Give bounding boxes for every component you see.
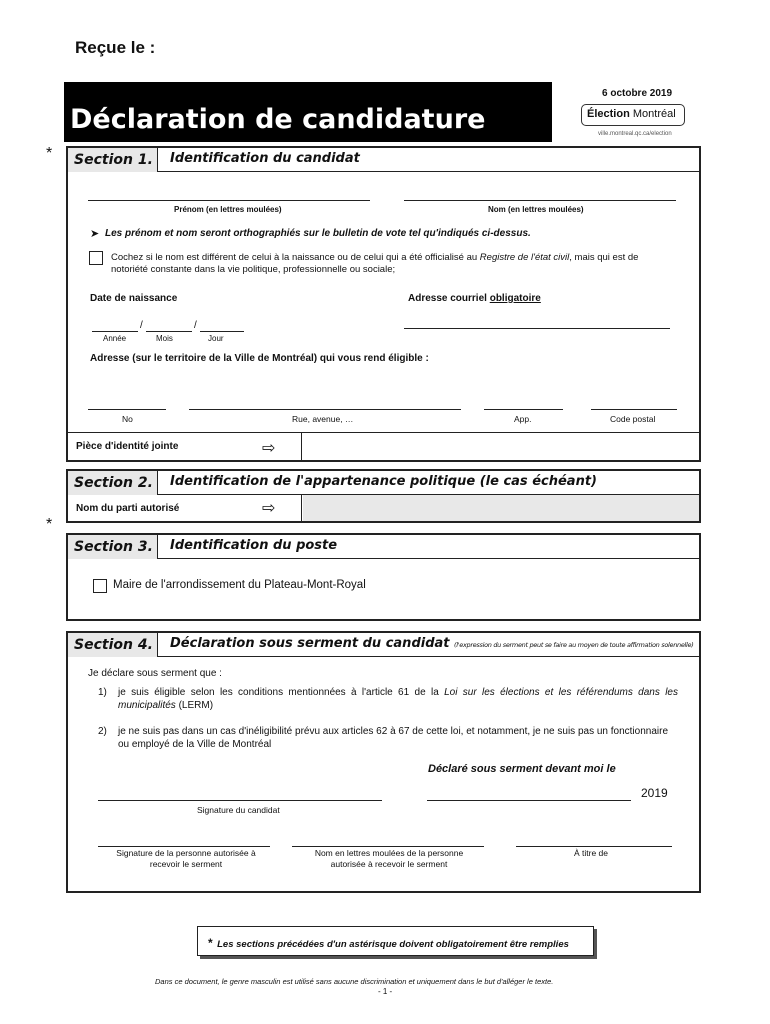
mandatory-notice-text: Les sections précédées d'un astérisque doivent obligatoirement être remplies <box>217 939 569 950</box>
year-label: Année <box>103 334 127 343</box>
authorized-name-label: Nom en lettres moulées de la personne autorisée à recevoir le serment <box>314 848 464 869</box>
logo-url: ville.montreal.qc.ca/election <box>598 131 672 137</box>
date-slash-1: / <box>140 320 143 331</box>
name-note: Les prénom et nom seront orthographiés sur le bulletin de vote tel qu'indiqués ci-dessus. <box>105 228 531 239</box>
oath-item-1-italic: Loi sur les élections et les référendums dans les municipalités <box>118 687 678 711</box>
mandatory-asterisk-3: * <box>46 516 53 533</box>
different-name-text-italic: Registre de l'état civil <box>479 252 570 263</box>
oath-item-1-num: 1) <box>98 687 107 698</box>
logo-bold: Élection <box>587 108 630 120</box>
section-4-title-text: Déclaration sous serment du candidat <box>170 636 450 651</box>
page-title: Déclaration de candidature <box>70 104 486 135</box>
section-1-tab: Section 1. <box>68 148 158 172</box>
title-banner <box>64 82 552 142</box>
oath-item-1-b: (LERM) <box>175 699 214 711</box>
nom-field[interactable] <box>404 200 676 201</box>
birth-day-field[interactable] <box>200 331 244 332</box>
postal-label: Code postal <box>610 414 656 424</box>
different-name-text-2: , mais qui est de notoriété constante dans la vie politique, professionnelle ou sociale; <box>111 252 639 275</box>
different-name-text-1: Cochez si le nom est différent de celui à la naissance ou de celui qui a été officialisé au <box>111 252 480 263</box>
prenom-label: Prénom (en lettres moulées) <box>174 205 282 214</box>
section-2-title: Identification de l'appartenance politique (le cas échéant) <box>170 474 597 489</box>
candidate-signature-label: Signature du candidat <box>197 805 280 815</box>
mayor-option-checkbox[interactable] <box>93 579 107 593</box>
mayor-option-label: Maire de l'arrondissement du Plateau-Mont-Royal <box>113 579 366 591</box>
oath-intro: Je déclare sous serment que : <box>88 668 222 679</box>
address-no-field[interactable] <box>88 409 166 410</box>
title-field[interactable] <box>516 846 672 847</box>
section-4-header <box>68 633 699 657</box>
postal-code-field[interactable] <box>591 409 677 410</box>
app-label: App. <box>514 414 532 424</box>
oath-item-2-num: 2) <box>98 726 107 737</box>
authorized-name-field[interactable] <box>292 846 484 847</box>
pointer-arrow-icon: ➤ <box>90 228 100 240</box>
party-field[interactable] <box>303 495 699 521</box>
party-label: Nom du parti autorisé <box>76 503 180 514</box>
oath-item-1 <box>118 687 678 712</box>
section-3 <box>66 533 701 621</box>
id-divider <box>301 432 302 460</box>
date-slash-2: / <box>194 320 197 331</box>
email-field[interactable] <box>404 328 670 329</box>
section-3-header <box>68 535 699 559</box>
id-field[interactable] <box>303 434 699 460</box>
page-number: - 1 - <box>378 987 393 996</box>
election-logo <box>581 104 685 126</box>
candidate-signature-field[interactable] <box>98 800 382 801</box>
oath-item-1-a: je suis éligible selon les conditions mentionnées à l'article 61 de la <box>118 687 445 698</box>
birth-month-field[interactable] <box>146 331 192 332</box>
address-app-field[interactable] <box>484 409 563 410</box>
prenom-field[interactable] <box>88 200 370 201</box>
section-1-header <box>68 148 699 172</box>
birth-year-field[interactable] <box>92 331 138 332</box>
email-label-text: Adresse courriel <box>408 293 487 304</box>
different-name-checkbox[interactable] <box>89 251 103 265</box>
section-3-title: Identification du poste <box>170 538 338 553</box>
section-2-header <box>68 471 699 495</box>
section-4-title <box>170 636 694 651</box>
section-3-tab: Section 3. <box>68 535 158 559</box>
sworn-before: Déclaré sous serment devant moi le <box>428 763 616 775</box>
authorized-signature-label: Signature de la personne autorisée à recevoir le serment <box>116 848 256 869</box>
different-name-text <box>111 252 671 276</box>
form-date: 6 octobre 2019 <box>602 88 673 99</box>
party-arrow-icon: ⇨ <box>262 500 276 517</box>
address-label: Adresse (sur le territoire de la Ville de Montréal) qui vous rend éligible : <box>90 353 429 364</box>
no-label: No <box>122 414 133 424</box>
as-title-label: À titre de <box>574 848 609 858</box>
email-required: obligatoire <box>489 293 541 304</box>
id-label: Pièce d'identité jointe <box>76 441 179 452</box>
birth-date-label: Date de naissance <box>90 293 178 304</box>
received-label: Reçue le : <box>75 38 156 57</box>
street-label: Rue, avenue, … <box>292 414 354 424</box>
address-street-field[interactable] <box>189 409 461 410</box>
section-4-tab: Section 4. <box>68 633 158 657</box>
section-1 <box>66 146 701 462</box>
sworn-date-field[interactable] <box>427 800 631 801</box>
oath-item-2: je ne suis pas dans un cas d'inéligibilité prévu aux articles 62 à 67 de cette loi, et notamment, je ne suis pas un fonctionnaire ou employé de la Ville de Montréal <box>118 726 669 750</box>
mandatory-notice-star: * <box>208 936 213 950</box>
party-divider <box>301 495 302 521</box>
logo-normal: Montréal <box>632 108 676 120</box>
sworn-year: 2019 <box>641 786 668 800</box>
section-1-title: Identification du candidat <box>170 151 360 166</box>
section-2-tab: Section 2. <box>68 471 158 495</box>
section-4-title-note: (l'expression du serment peut se faire au moyen de toute affirmation solennelle) <box>454 641 694 649</box>
authorized-signature-field[interactable] <box>98 846 270 847</box>
id-arrow-icon: ⇨ <box>262 440 276 457</box>
mandatory-notice <box>197 926 594 956</box>
mandatory-asterisk-1: * <box>46 145 53 162</box>
email-label <box>408 293 541 304</box>
day-label: Jour <box>208 334 224 343</box>
gender-note: Dans ce document, le genre masculin est utilisé sans aucune discrimination et uniquement dans le but d'alléger le texte. <box>155 977 554 986</box>
month-label: Mois <box>156 334 173 343</box>
nom-label: Nom (en lettres moulées) <box>488 205 584 214</box>
